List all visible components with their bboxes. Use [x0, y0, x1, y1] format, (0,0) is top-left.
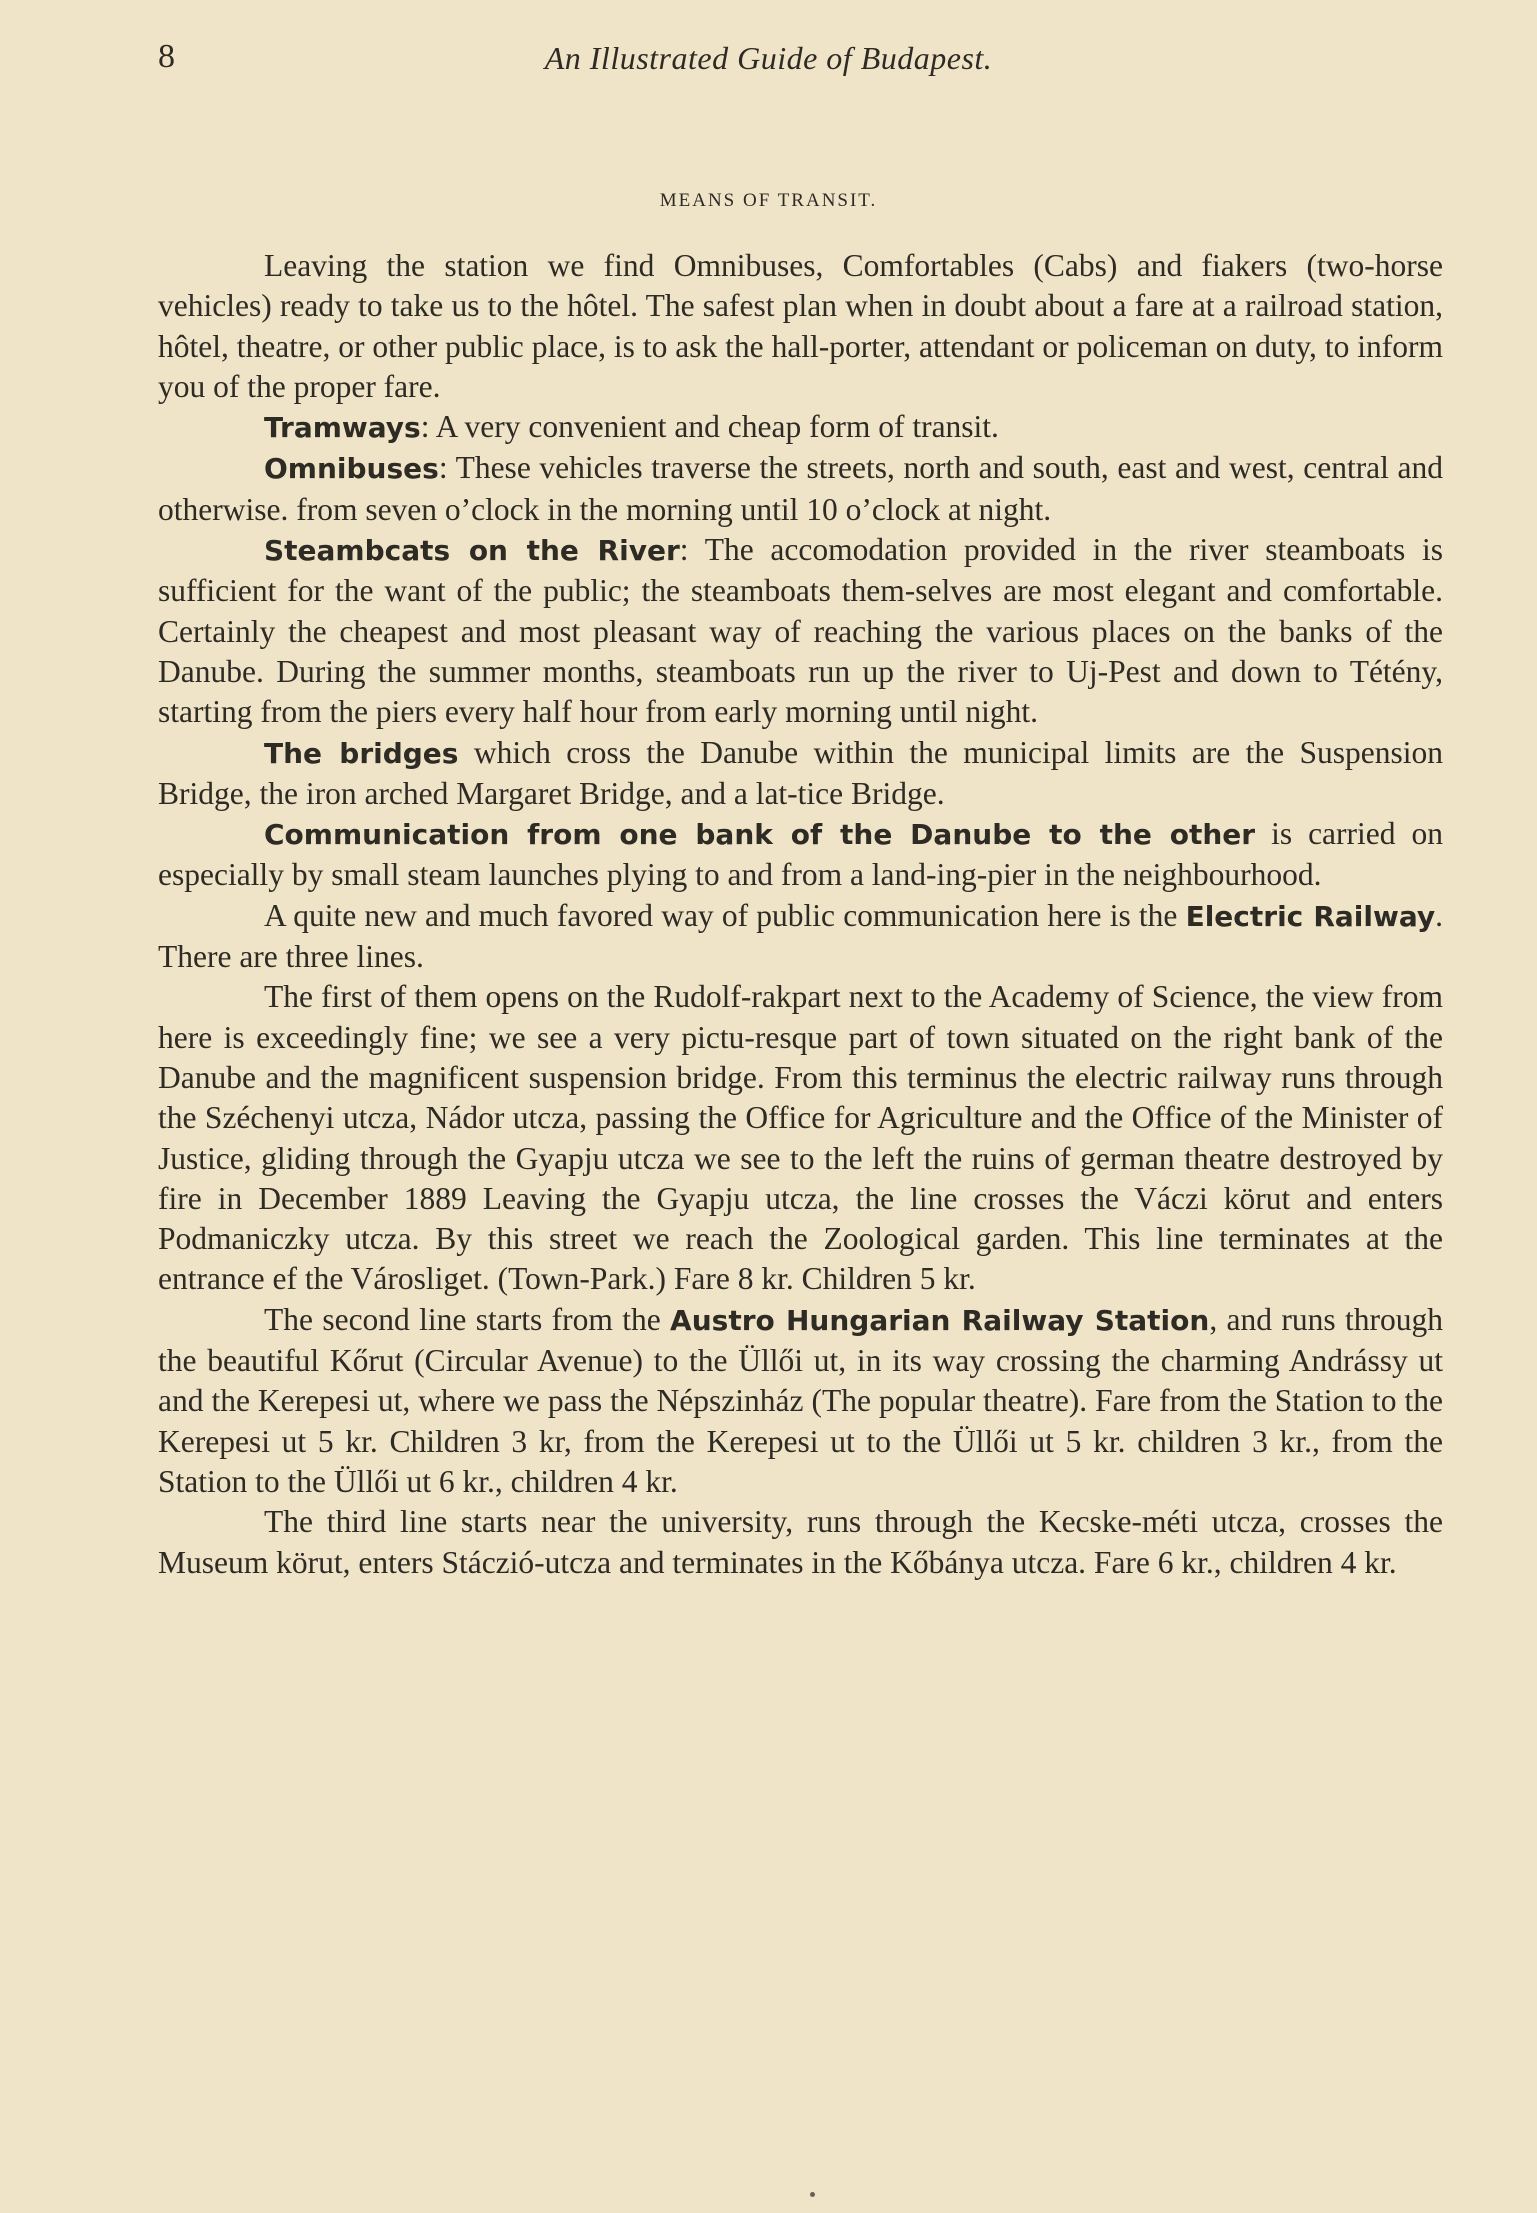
paragraph-text: . There are three lines.	[158, 897, 1443, 975]
keyword-omnibuses: Omnibuses	[264, 452, 439, 486]
paragraph-bridges	[158, 733, 1443, 815]
body-text	[158, 246, 1443, 1583]
paragraph-text: Leaving the station we find Omnibuses, Comfortables (Cabs) and fiakers (two-horse vehicles) ready to take us to the hôtel. The safest plan when in doubt about a fare at a railroad station, hôtel, theatre, or other public place, is to ask the hall-porter, attendant or policeman on duty, to inform you of the proper fare.	[158, 248, 1443, 404]
paragraph-text: : These vehicles traverse the streets, north and south, east and west, central and otherwise. from seven o’clock in the morning until 10 o’clock at night.	[158, 450, 1443, 527]
paragraph-text: The first of them opens on the Rudolf-rakpart next to the Academy of Science, the view from here is exceedingly fine; we see a very pictu-resque part of town situated on the right bank of the Danube and the magnificent suspension bridge. From this terminus the electric railway runs through the Széchenyi utcza, Nádor utcza, passing the Office for Agriculture and the Office of the Minister of Justice, gliding through the Gyapju utcza we see to the left the ruins of german theatre destroyed by fire in December 1889 Leaving the Gyapju utcza, the line crosses the Váczi körut and enters Podmaniczky utcza. By this street we reach the Zoological garden. This line terminates at the entrance ef the Városliget. (Town-Park.) Fare 8 kr. Children 5 kr.	[158, 979, 1443, 1297]
keyword-electric-railway: Electric Railway	[1185, 899, 1436, 933]
paragraph-text: The third line starts near the university, runs through the Kecske-méti utcza, crosses the Museum körut, enters Stáczió-utcza and terminates in the Kőbánya utcza. Fare 6 kr., children 4 kr.	[158, 1504, 1443, 1580]
paragraph-first-line	[158, 977, 1443, 1299]
paragraph-electric-railway	[158, 896, 1443, 978]
keyword-bridges: The bridges	[264, 736, 459, 770]
paragraph-text: The second line starts from the	[264, 1301, 671, 1337]
keyword-tramways: Tramways	[264, 411, 421, 445]
paragraph-text: which cross the Danube within the municipal limits are the Suspension Bridge, the iron arched Margaret Bridge, and a lat-tice Bridge.	[158, 734, 1443, 811]
paragraph-communication	[158, 814, 1443, 896]
paragraph-second-line	[158, 1300, 1443, 1502]
paragraph-text: is carried on especially by small steam launches plying to and from a land-ing-pier in the neighbourhood.	[158, 816, 1443, 893]
page-number: 8	[158, 38, 175, 75]
paragraph-steamboats	[158, 530, 1443, 732]
section-title: MEANS OF TRANSIT.	[659, 190, 878, 211]
paragraph-text: : The accomodation provided in the river steamboats is sufficient for the want of the public; the steamboats them-selves are most elegant and comfortable. Certainly the cheapest and most pleasant way of reaching the various places on the banks of the Danube. During the summer months, steamboats run up the river to Uj-Pest and down to Tétény, starting from the piers every half hour from early morning until night.	[158, 532, 1443, 730]
paragraph-omnibuses	[158, 448, 1443, 530]
print-speck	[810, 2192, 815, 2197]
paragraph-text: : A very convenient and cheap form of transit.	[420, 409, 999, 445]
keyword-steamboats: Steambcats on the River	[264, 534, 680, 568]
paragraph-third-line	[158, 1502, 1443, 1583]
running-title: An Illustrated Guide of Budapest.	[544, 40, 993, 76]
paragraph-intro	[158, 246, 1443, 407]
keyword-communication: Communication from one bank of the Danube to the other	[264, 818, 1256, 852]
keyword-austro-hungarian-station: Austro Hungarian Railway Station	[670, 1303, 1210, 1337]
paragraph-text: , and runs through the beautiful Kőrut (Circular Avenue) to the Üllői ut, in its way crossing the charming Andrássy ut and the Kerepesi ut, where we pass the Népszinház (The popular theatre). Fare from the Station to the Kerepesi ut 5 kr. Children 3 kr, from the Kerepesi ut to the Üllői ut 5 kr. children 3 kr., from the Station to the Üllői ut 6 kr., children 4 kr.	[158, 1301, 1443, 1499]
paragraph-text: A quite new and much favored way of public communication here is the	[264, 897, 1186, 933]
paragraph-tramways	[158, 407, 1443, 448]
